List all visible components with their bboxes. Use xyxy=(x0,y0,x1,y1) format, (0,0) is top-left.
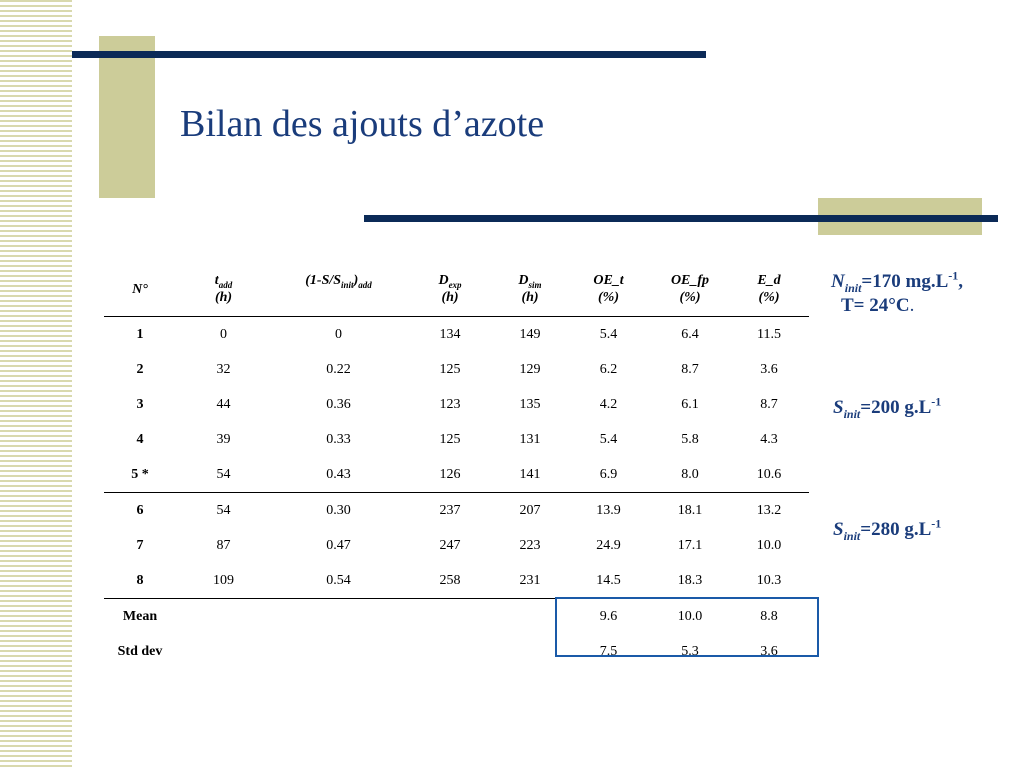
table-row: 2 32 0.22 125 129 6.2 8.7 3.6 xyxy=(136,361,778,377)
header-dexp: $D_{exp}$ (h) xyxy=(438,273,462,305)
header-ratio: $(1-S/S_{init})_{add}$ xyxy=(305,273,372,290)
table-row: 6 54 0.30 237 207 13.9 18.1 13.2 xyxy=(136,502,782,518)
decor-line-top xyxy=(72,51,706,58)
table-row: 1 0 0 134 149 5.4 6.4 11.5 xyxy=(136,326,781,342)
condition-n-init: $N_{init}=170$ $mg.L^{-1}$, T= 24°C. xyxy=(831,268,963,316)
summary-row-std: Std dev 7.5 5.3 3.6 xyxy=(117,643,778,659)
table-row: 8 109 0.54 258 231 14.5 18.3 10.3 xyxy=(104,563,809,599)
slide-title: Bilan des ajouts d’azote xyxy=(180,103,545,145)
table-row: 4 39 0.33 125 131 5.4 5.8 4.3 xyxy=(136,431,778,447)
table-row: 3 44 0.36 123 135 4.2 6.1 8.7 xyxy=(136,396,778,412)
header-oe-fp: OE_fp (%) xyxy=(670,273,710,305)
header-row xyxy=(104,262,809,317)
condition-s-init-280: $S_{init}=280$ $g.L^{-1}$ xyxy=(833,516,942,543)
condition-s-init-200: $S_{init}=200$ $g.L^{-1}$ xyxy=(833,394,942,421)
decor-block-left xyxy=(99,36,155,198)
decor-line-mid xyxy=(364,215,998,222)
summary-row-mean: Mean 9.6 10.0 8.8 xyxy=(122,608,778,624)
header-dsim: $D_{sim}$ (h) xyxy=(518,273,542,305)
striped-sidebar xyxy=(0,0,72,768)
header-e-d: E_d (%) xyxy=(757,273,781,305)
header-tadd: $t_{add}$ (h) xyxy=(214,273,233,305)
header-n: N° xyxy=(132,281,148,297)
table-row: 7 87 0.47 247 223 24.9 17.1 10.0 xyxy=(136,537,782,553)
table-row: 5 * 54 0.43 126 141 6.9 8.0 10.6 xyxy=(104,457,809,493)
header-oe-t: OE_t (%) xyxy=(593,273,624,305)
summary-highlight-box xyxy=(555,597,819,657)
